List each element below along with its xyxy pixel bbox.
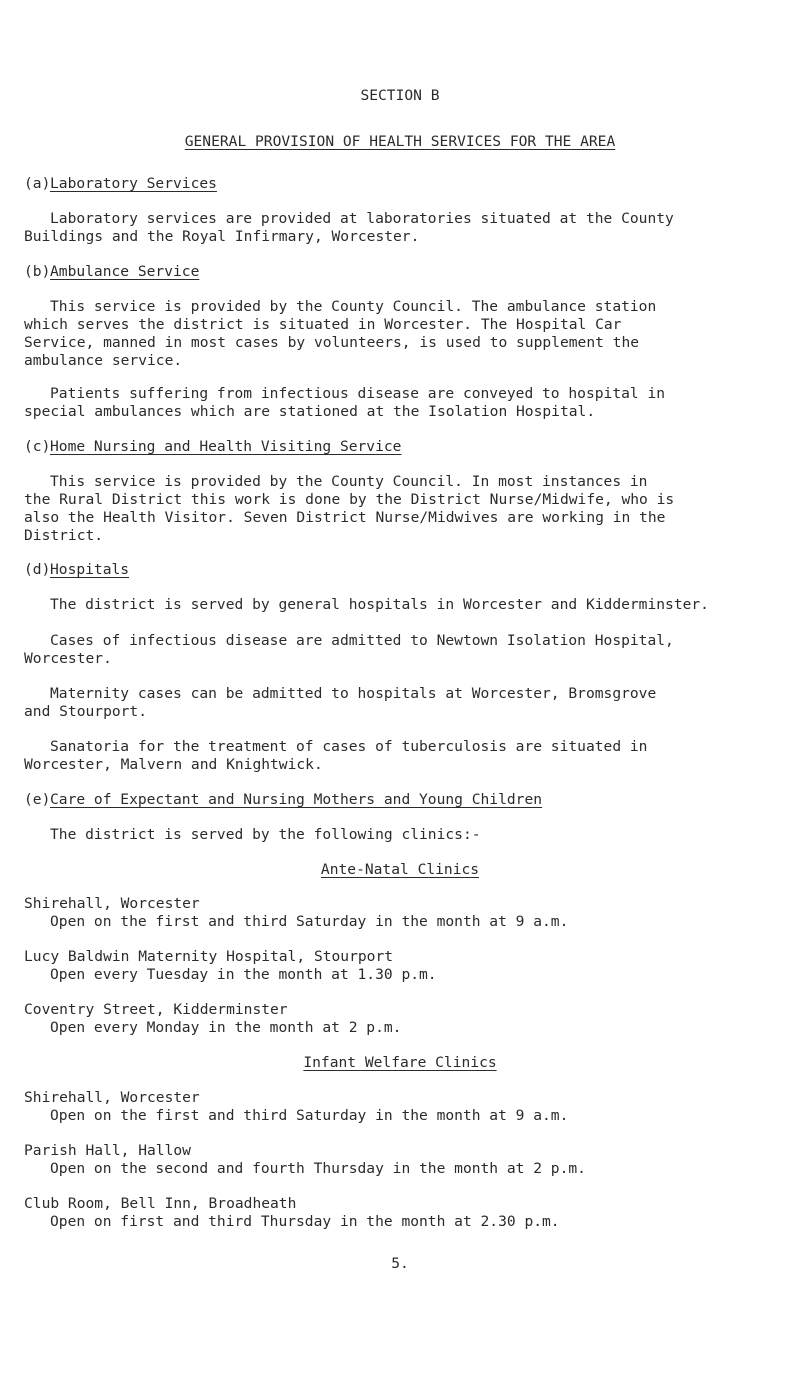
section-c-title: Home Nursing and Health Visiting Service xyxy=(50,438,402,455)
infant-welfare-clinics-heading: Infant Welfare Clinics xyxy=(303,1054,497,1071)
clinic-hours: Open on the first and third Saturday in the month at 9 a.m. xyxy=(50,1107,569,1124)
clinic-place: Shirehall, Worcester xyxy=(24,895,200,912)
section-d-text-line: Cases of infectious disease are admitted to Newtown Isolation Hospital, xyxy=(50,632,674,649)
section-e-title: Care of Expectant and Nursing Mothers and Young Children xyxy=(50,791,543,808)
section-c-text-line: This service is provided by the County Council. In most instances in xyxy=(50,473,648,490)
section-c-heading xyxy=(24,438,401,456)
section-c-marker: (c) xyxy=(24,438,51,455)
clinic-place: Club Room, Bell Inn, Broadheath xyxy=(24,1195,297,1212)
clinic-hours: Open on the first and third Saturday in the month at 9 a.m. xyxy=(50,913,569,930)
section-b-text-line: special ambulances which are stationed at the Isolation Hospital. xyxy=(24,403,596,420)
section-d-text-line: Sanatoria for the treatment of cases of tuberculosis are situated in xyxy=(50,738,648,755)
section-d-title: Hospitals xyxy=(50,561,130,578)
clinic-place: Parish Hall, Hallow xyxy=(24,1142,191,1159)
clinic-hours: Open every Tuesday in the month at 1.30 p.m. xyxy=(50,966,437,983)
section-label: SECTION B xyxy=(360,87,440,104)
clinic-hours: Open on first and third Thursday in the month at 2.30 p.m. xyxy=(50,1213,560,1230)
section-b-text-line: ambulance service. xyxy=(24,352,183,369)
section-b-marker: (b) xyxy=(24,263,51,280)
page-number: 5. xyxy=(391,1255,409,1272)
section-b-text-line: Service, manned in most cases by volunteers, is used to supplement the xyxy=(24,334,640,351)
antenatal-clinics-heading: Ante-Natal Clinics xyxy=(320,861,480,878)
section-a-text-line: Laboratory services are provided at laboratories situated at the County xyxy=(50,210,674,227)
section-b-text-line: which serves the district is situated in Worcester. The Hospital Car xyxy=(24,316,622,333)
clinic-place: Shirehall, Worcester xyxy=(24,1089,200,1106)
clinic-hours: Open every Monday in the month at 2 p.m. xyxy=(50,1019,402,1036)
section-c-text-line: the Rural District this work is done by the District Nurse/Midwife, who is xyxy=(24,491,675,508)
section-b-heading xyxy=(24,263,199,281)
section-a-heading xyxy=(24,175,217,193)
section-b-text-line: This service is provided by the County Council. The ambulance station xyxy=(50,298,657,315)
section-c-text-line: District. xyxy=(24,527,104,544)
section-c-text-line: also the Health Visitor. Seven District Nurse/Midwives are working in the xyxy=(24,509,666,526)
document-title: GENERAL PROVISION OF HEALTH SERVICES FOR THE AREA xyxy=(184,133,616,150)
section-a-title: Laboratory Services xyxy=(50,175,217,192)
section-d-text-line: Maternity cases can be admitted to hospitals at Worcester, Bromsgrove xyxy=(50,685,657,702)
clinic-place: Coventry Street, Kidderminster xyxy=(24,1001,288,1018)
section-e-heading xyxy=(24,791,542,809)
clinic-place: Lucy Baldwin Maternity Hospital, Stourport xyxy=(24,948,394,965)
section-a-marker: (a) xyxy=(24,175,51,192)
section-d-text-line: The district is served by general hospitals in Worcester and Kidderminster. xyxy=(50,596,709,613)
section-a-text-line: Buildings and the Royal Infirmary, Worcester. xyxy=(24,228,420,245)
section-d-text-line: Worcester. xyxy=(24,650,112,667)
section-e-marker: (e) xyxy=(24,791,51,808)
section-d-heading xyxy=(24,561,129,579)
clinic-hours: Open on the second and fourth Thursday in the month at 2 p.m. xyxy=(50,1160,586,1177)
section-d-marker: (d) xyxy=(24,561,51,578)
section-d-text-line: and Stourport. xyxy=(24,703,148,720)
section-b-title: Ambulance Service xyxy=(50,263,200,280)
section-e-intro: The district is served by the following clinics:- xyxy=(50,826,481,843)
section-b-text-line: Patients suffering from infectious disease are conveyed to hospital in xyxy=(50,385,666,402)
section-d-text-line: Worcester, Malvern and Knightwick. xyxy=(24,756,323,773)
